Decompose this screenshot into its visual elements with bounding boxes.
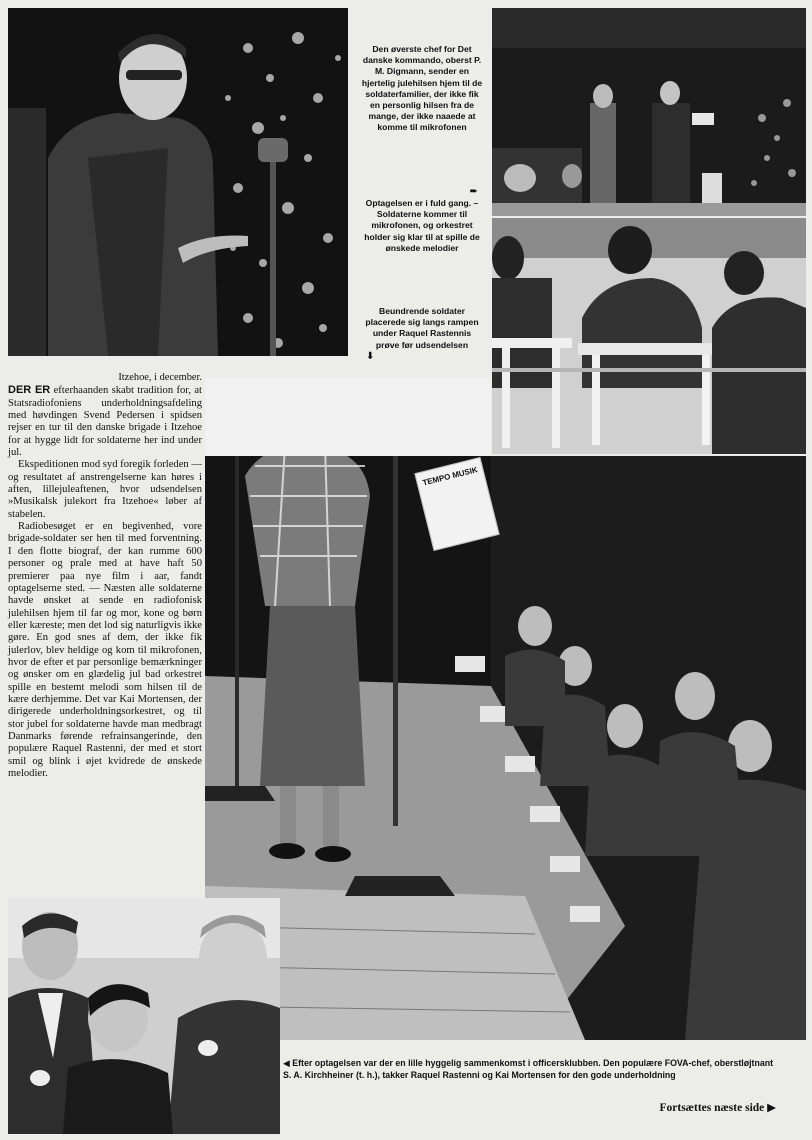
caption-recording-text: Optagelsen er i fuld gang. – Soldaterne kommer til mikrofonen, og orkestret holder sig klar til at spille de ønskede melodier <box>364 198 480 253</box>
continued-next-page[interactable] <box>660 1100 777 1114</box>
article-paragraph-1 <box>8 384 202 459</box>
caption-soldiers-ramp-text: Beundrende soldater placerede sig langs rampen under Raquel Rastennis prøve før udsendelsen <box>365 306 479 350</box>
caption-officers-club-text: Efter optagelsen var der en lille hyggelig sammenkomst i officersklubben. Den populære FOVA-chef, oberstløjtnant S. A. Kirchheiner (t. h.), takker Raquel Rastenni og Kai Mortensen for den gode underholdning <box>283 1058 774 1080</box>
caption-recording <box>360 186 484 254</box>
caption-officers-club <box>283 1058 783 1081</box>
photo-soldiers-seated <box>492 218 806 454</box>
arrow-down-icon: ⬇ <box>366 350 375 362</box>
continued-label: Fortsættes næste side <box>659 1102 765 1114</box>
dateline: Itzehoe, i december. <box>118 372 202 383</box>
article-body <box>8 372 202 780</box>
caption-soldiers-ramp <box>360 306 484 363</box>
arrow-left-icon: ◀ <box>283 1058 290 1068</box>
article-paragraph-3: Radiobesøget er en begivenhed, vore brigade-soldater ser hen til med forventning. I den flotte biograf, der kan rumme 600 personer og prale med at have haft 50 premierer paa nye film i aar, fandt optagelserne sted. — Næsten alle soldaterne havde ønsket at sende en radiofonisk julehilsen hjem til far og mor, kone og børn eller kæreste; men det lod sig naturligvis ikke gøre. En god snes af dem, der ikke fik julerlov, blev heldige og kom til mikrofonen, hvor de efter et par personlige bemærkninger og ønsker om en glædelig jul bad orkestret spille en bestemt melodi som hilsen til de kære derhjemme. Det var Kai Mortensen, der dirigerede underholdningsorkestret, og til stor jubel for soldaterne havde man medbragt Danmarks førende refrainsangerinde, den populære Raquel Rastenni, der med et stort smil og blink i øjet kvidrede de ønskede melodier. <box>8 521 202 779</box>
caption-officer-text: Den øverste chef for Det danske kommando, oberst P. M. Digmann, sender en hjertelig julehilsen hjem til de soldaterfamilier, der ikke fik en personlig hilsen fra de mange, der ikke naaede at komme til mikrofonen <box>361 44 483 133</box>
photo-stage-orchestra <box>492 8 806 216</box>
article-paragraph-1-text: efterhaanden skabt tradition for, at Statsradiofoniens underholdningsafdeling med høvdingen Svend Pedersen i spidsen rejser en tur til den danske brigade i Itzehoe for at hygge lidt for soldaterne her ind under jul. <box>8 385 202 459</box>
lead-word: DER ER <box>8 384 51 397</box>
photo-soldiers-at-ramp <box>205 456 806 1040</box>
arrow-right-icon: ➨ <box>469 186 478 197</box>
caption-officer <box>360 44 484 134</box>
triangle-right-icon: ▶ <box>767 1102 776 1114</box>
sheet-music-label: TEMPO MUSIK <box>421 465 479 488</box>
photo-officer-at-microphone <box>8 8 348 356</box>
photo-officers-club <box>8 898 280 1134</box>
article-paragraph-2: Ekspeditionen mod syd foregik forleden — og resultatet af anstrengelserne kan høres i aften, lillejuleaftenen, hvor udsendelsen »Musikalsk julekort fra Itzehoe« løber af stabelen. <box>8 459 202 520</box>
